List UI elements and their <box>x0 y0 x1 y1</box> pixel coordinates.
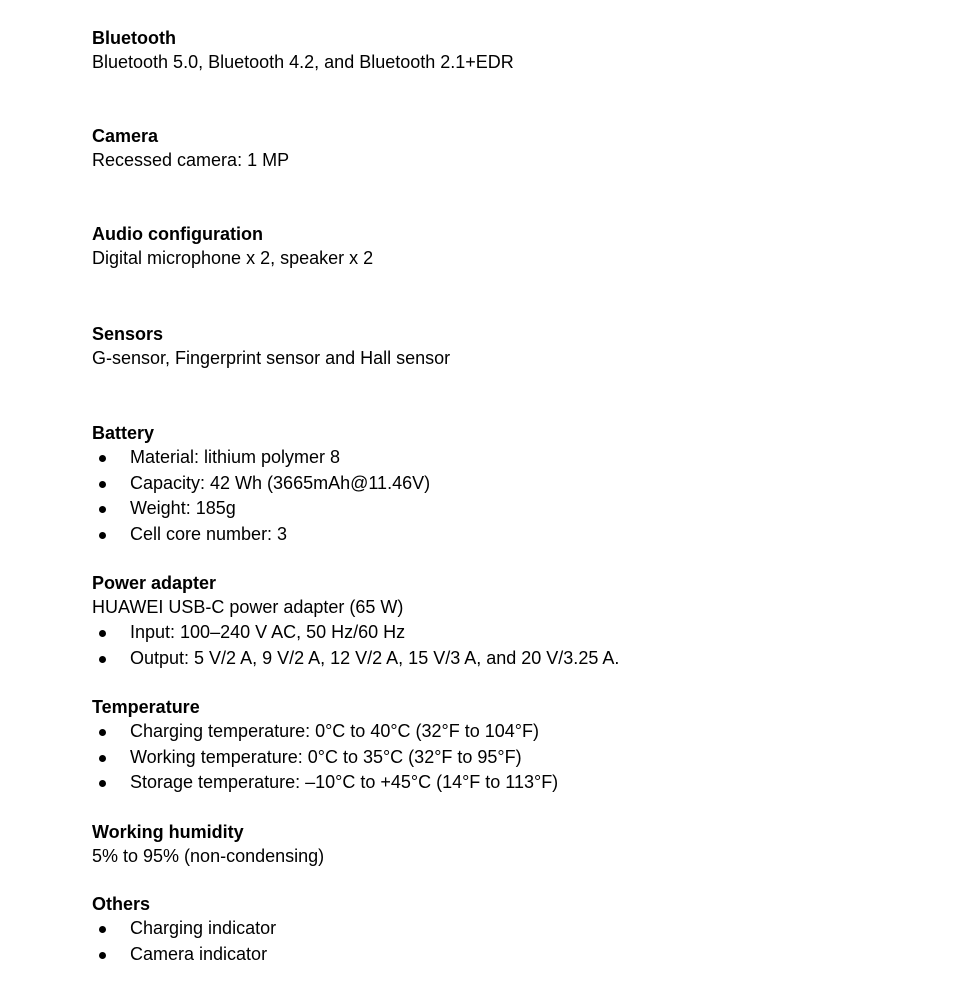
list-item <box>92 770 912 796</box>
bullet-icon <box>99 926 106 933</box>
section-bluetooth <box>92 26 912 75</box>
bullet-icon <box>99 630 106 637</box>
list-item <box>92 522 912 548</box>
bullet-icon <box>99 481 106 488</box>
section-text: Recessed camera: 1 MP <box>92 150 290 170</box>
bullet-list <box>92 719 912 796</box>
list-item-text: Charging temperature: 0°C to 40°C (32°F to 104°F) <box>130 721 539 741</box>
section-audio-configuration <box>92 222 912 271</box>
bullet-icon <box>99 656 106 663</box>
section-heading: Power adapter <box>92 573 217 593</box>
list-item <box>92 916 912 942</box>
bullet-icon <box>99 755 106 762</box>
list-item-text: Material: lithium polymer 8 <box>130 447 341 467</box>
section-heading: Audio configuration <box>92 224 263 244</box>
list-item <box>92 719 912 745</box>
section-text: 5% to 95% (non-condensing) <box>92 846 325 866</box>
list-item-text: Input: 100–240 V AC, 50 Hz/60 Hz <box>130 622 406 642</box>
list-item-text: Capacity: 42 Wh (3665mAh@11.46V) <box>130 472 431 493</box>
list-item-text: Camera indicator <box>130 943 268 964</box>
bullet-list <box>92 620 912 671</box>
section-heading: Sensors <box>92 324 164 344</box>
section-heading: Working humidity <box>92 822 244 842</box>
bullet-icon <box>99 952 106 959</box>
section-heading: Bluetooth <box>92 28 176 48</box>
section-heading: Others <box>92 894 151 914</box>
list-item-text: Working temperature: 0°C to 35°C (32°F to 95°F) <box>130 746 522 767</box>
section-text: G-sensor, Fingerprint sensor and Hall sensor <box>92 348 451 368</box>
section-text: HUAWEI USB-C power adapter (65 W) <box>92 597 404 617</box>
list-item-text: Storage temperature: –10°C to +45°C (14°F to 113°F) <box>130 772 559 792</box>
bullet-icon <box>99 455 106 462</box>
list-item <box>92 496 912 522</box>
bullet-icon <box>99 506 106 513</box>
list-item-text: Weight: 185g <box>130 498 236 518</box>
section-working-humidity <box>92 820 912 869</box>
list-item <box>92 445 912 471</box>
bullet-icon <box>99 780 106 787</box>
list-item <box>92 745 912 771</box>
bullet-icon <box>99 532 106 539</box>
section-heading: Temperature <box>92 697 200 717</box>
list-item <box>92 620 912 646</box>
list-item-text: Output: 5 V/2 A, 9 V/2 A, 12 V/2 A, 15 V/3 A, and 20 V/3.25 A. <box>130 647 620 668</box>
list-item <box>92 942 912 968</box>
section-text: Digital microphone x 2, speaker x 2 <box>92 248 374 268</box>
section-camera <box>92 124 912 173</box>
section-text: Bluetooth 5.0, Bluetooth 4.2, and Bluetooth 2.1+EDR <box>92 52 514 72</box>
section-temperature <box>92 695 912 796</box>
list-item <box>92 646 912 672</box>
section-power-adapter <box>92 571 912 671</box>
section-others <box>92 892 912 967</box>
section-heading: Camera <box>92 126 159 146</box>
section-battery <box>92 421 912 547</box>
bullet-icon <box>99 729 106 736</box>
section-heading: Battery <box>92 423 155 443</box>
bullet-list <box>92 916 912 967</box>
list-item-text: Cell core number: 3 <box>130 523 288 544</box>
section-sensors <box>92 322 912 371</box>
list-item-text: Charging indicator <box>130 918 277 938</box>
bullet-list <box>92 445 912 547</box>
list-item <box>92 471 912 497</box>
